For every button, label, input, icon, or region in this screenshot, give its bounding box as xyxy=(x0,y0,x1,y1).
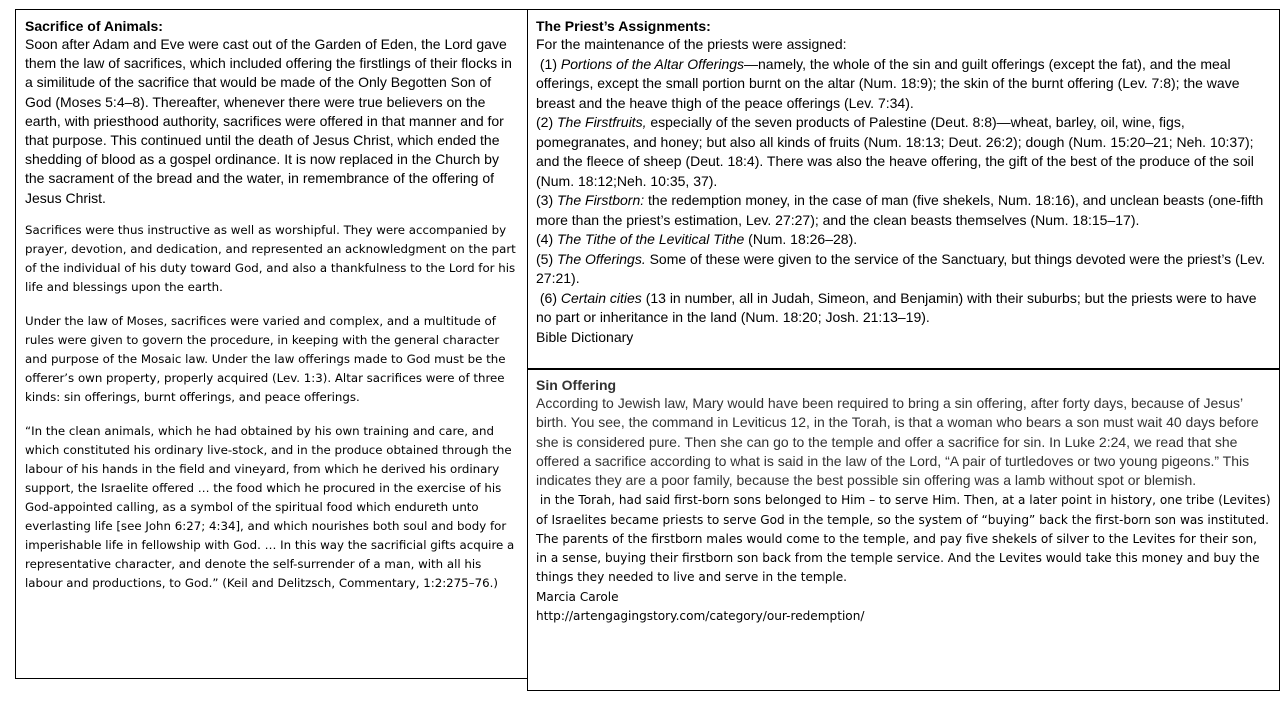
priests-assignments-panel xyxy=(527,9,1280,370)
paragraph: The parents of the firstborn males would come to the temple, and pay five shekels of silver to the Levites for their son, in a sense, buying their firstborn son back from the temple service. And the Levites would take this money and buy the things they needed to live and serve in the temple. xyxy=(536,531,1260,585)
item-text: especially of the seven products of Palestine (Deut. 8:8)—wheat, barley, oil, wine, figs, pomegranates, and honey; but also all kinds of fruits (Num. 18:13; Deut. 26:2); dough (Num. 15:20–21; Neh. 10:37); and the fleece of sheep (Deut. 18:4). There was also the heave offering, the gift of the best of the produce of the soil (Num. 18:12;Neh. 10:35, 37). xyxy=(536,114,1254,189)
item-text: —namely, the whole of the sin and guilt offerings (except the fat), and the meal offerings, except the small portion burnt on the altar (Num. 18:9); the skin of the burnt offering (Lev. 7:8); the wave breast and the heave thigh of the peace offerings (Lev. 7:34). xyxy=(536,55,1240,111)
author-name: Marcia Carole xyxy=(536,589,619,604)
assignment-item xyxy=(536,55,1271,114)
panel-title: The Priest’s Assignments: xyxy=(536,18,711,34)
sin-offering-panel xyxy=(527,370,1280,691)
quote-paragraph: “In the clean animals, which he had obtained by his own training and care, and which constituted his ordinary live-stock, and in the produce obtained through the labour of his hands in the field and vineyard, from which he derived his ordinary support, the Israelite offered … the food which he procured in the exercise of his God-appointed calling, as a symbol of the spiritual food which endureth unto everlasting life [see John 6:27; 4:34], and which nourishes both soul and body for imperishable life in fellowship with God. … In this way the sacrificial gifts acquire a representative character, and denote the self-surrender of a man, with all his labour and productions, to God.” (Keil and Delitzsch, Commentary, 1:2:275–76.) xyxy=(25,423,515,590)
item-number: (3) xyxy=(536,192,557,208)
panel-body: According to Jewish law, Mary would have been required to bring a sin offering, after forty days, because of Jesus’ birth. You see, the command in Leviticus 12, in the Torah, is that a woman who bears a son must wait 40 days before she is considered pure. Then she can go to the temple and offer a sacrifice for sin. In Luke 2:24, we read that she offered a sacrifice according to what is said in the law of the Lord, “A pair of turtledoves or two young pigeons.” This indicates they are a poor family, because the best possible sin offering was a lamb without spot or blemish. xyxy=(536,395,1259,489)
item-label: The Firstborn: xyxy=(557,192,645,208)
assignment-item xyxy=(536,113,1271,191)
intro-text: For the maintenance of the priests were assigned: xyxy=(536,36,847,52)
panel-body: Soon after Adam and Eve were cast out of the Garden of Eden, the Lord gave them the law of sacrifices, which included offering the firstlings of their flocks in a similitude of the sacrifice that would be made of the Only Begotten Son of God (Moses 5:4–8). Thereafter, whenever there were true believers on the earth, with priesthood authority, sacrifices were offered in that manner and for that purpose. This continued until the death of Jesus Christ, which ended the shedding of blood as a gospel ordinance. It is now replaced in the Church by the sacrament of the bread and the water, in remembrance of the offering of Jesus Christ. xyxy=(25,36,512,206)
panel-title: Sin Offering xyxy=(536,377,617,393)
item-label: The Offerings. xyxy=(557,250,646,267)
sacrifice-of-animals-panel xyxy=(15,9,528,679)
item-text: Some of these were given to the service of the Sanctuary, but things devoted were the priest’s (Lev. 27:21). xyxy=(536,250,1266,286)
panel-title: Sacrifice of Animals: xyxy=(25,18,163,34)
assignment-item xyxy=(536,191,1271,230)
assignment-item xyxy=(536,230,1271,250)
item-text: (13 in number, all in Judah, Simeon, and Benjamin) with their suburbs; but the priests were to have no part or inheritance in the land (Num. 18:20; Josh. 21:13–19). xyxy=(536,289,1257,325)
item-label: The Firstfruits, xyxy=(557,114,647,130)
paragraph: Sacrifices were thus instructive as well as worshipful. They were accompanied by prayer, devotion, and dedication, and represented an acknowledgment on the part of the individual of his duty toward God, and also a thankfulness to the Lord for his life and blessings upon the earth. xyxy=(25,222,516,294)
item-label: Portions of the Altar Offerings xyxy=(560,55,745,72)
item-number: (4) xyxy=(536,231,557,247)
assignment-item xyxy=(536,250,1271,289)
paragraph: in the Torah, had said first-born sons belonged to Him – to serve Him. Then, at a later point in history, one tribe (Levites) of Israelites became priests to serve God in the temple, so the system of “buying” back the first-born son was instituted. xyxy=(536,493,1275,527)
item-number: (5) xyxy=(536,250,557,267)
item-label: The Tithe of the Levitical Tithe xyxy=(557,231,745,247)
item-label: Certain cities xyxy=(560,289,642,306)
item-number: (6) xyxy=(536,289,561,306)
item-number: (2) xyxy=(536,114,557,130)
item-text: (Num. 18:26–28). xyxy=(744,231,858,247)
item-text: the redemption money, in the case of man (five shekels, Num. 18:16), and unclean beasts (one-fifth more than the priest’s estimation, Lev. 27:27); and the clean beasts themselves (Num. 18:15–17). xyxy=(536,192,1264,228)
source-url: http://artengagingstory.com/category/our-redemption/ xyxy=(536,608,865,623)
assignment-item xyxy=(536,289,1271,328)
source-citation: Bible Dictionary xyxy=(536,328,634,345)
item-number: (1) xyxy=(536,55,561,72)
paragraph: Under the law of Moses, sacrifices were varied and complex, and a multitude of rules were given to govern the procedure, in keeping with the general character and purpose of the Mosaic law. Under the law offerings made to God must be the offerer’s own property, properly acquired (Lev. 1:3). Altar sacrifices were of three kinds: sin offerings, burnt offerings, and peace offerings. xyxy=(25,313,506,404)
